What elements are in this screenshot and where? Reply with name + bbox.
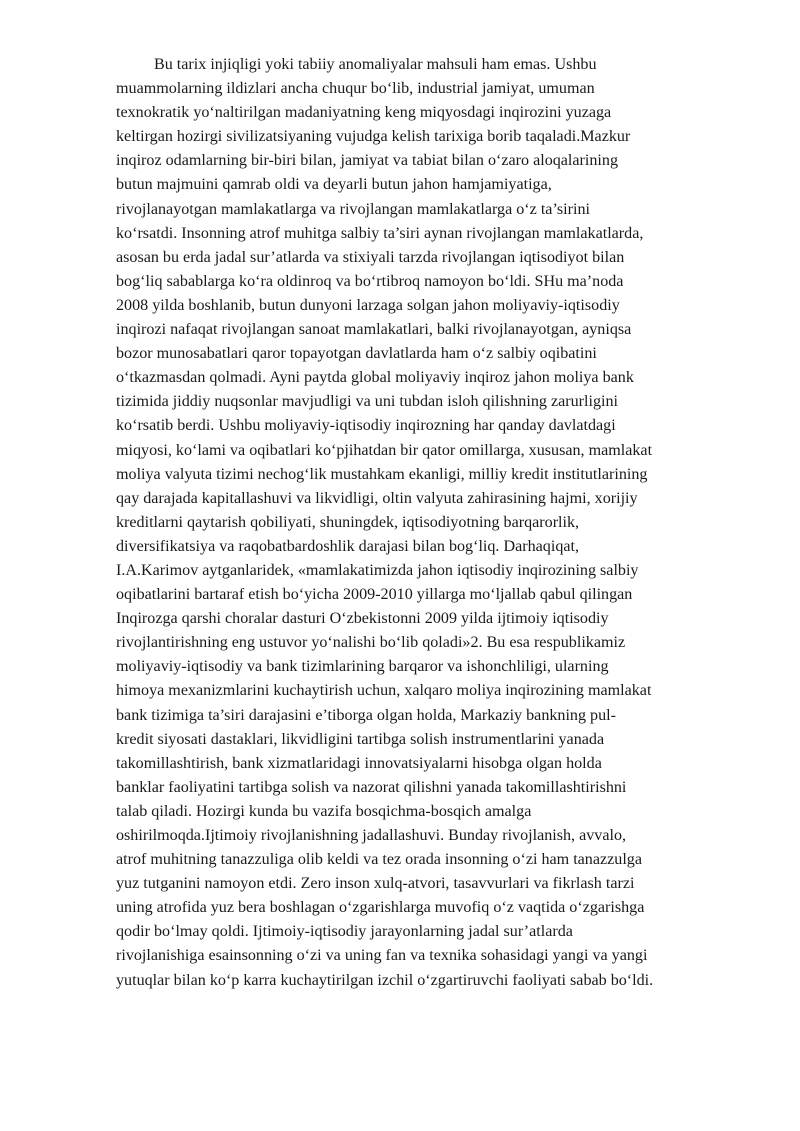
- text-line: Bu tarix injiqligi yoki tabiiy anomaliyalar mahsuli ham emas. Ushbu: [154, 56, 597, 73]
- text-line: qodir bo‘lmay qoldi. Ijtimoiy-iqtisodiy jarayonlarning jadal sur’atlarda: [116, 923, 573, 941]
- text-line: I.A.Karimov aytganlaridek, «mamlakatimizda jahon iqtisodiy inqirozining salbiy: [116, 561, 639, 579]
- text-line: texnokratik yo‘naltirilgan madaniyatning keng miqyosdagi inqirozini yuzaga: [116, 104, 612, 122]
- text-line: takomillashtirish, bank xizmatlaridagi innovatsiyalarni hisobga olgan holda: [116, 754, 602, 772]
- text-line: yuz tutganini namoyon etdi. Zero inson xulq-atvori, tasavvurlari va fikrlash tarzi: [116, 875, 635, 893]
- text-line: qay darajada kapitallashuvi va likvidligi, oltin valyuta zahirasining hajmi, xorijiy: [116, 489, 638, 507]
- text-line: rivojlantirishning eng ustuvor yo‘nalishi bo‘lib qoladi»2. Bu esa respublikamiz: [116, 634, 626, 652]
- text-line: bank tizimiga ta’siri darajasini e’tiborga olgan holda, Markaziy bankning pul-: [116, 706, 616, 724]
- text-line: kredit siyosati dastaklari, likvidligini tartibga solish instrumentlarini yanada: [116, 730, 605, 748]
- text-line: himoya mexanizmlarini kuchaytirish uchun, xalqaro moliya inqirozining mamlakat: [116, 682, 652, 700]
- text-line: moliya valyuta tizimi nechog‘lik mustahkam ekanligi, milliy kredit institutlarining: [116, 465, 648, 483]
- text-line: oshirilmoqda.Ijtimoiy rivojlanishning jadallashuvi. Bunday rivojlanish, avvalo,: [116, 827, 627, 844]
- text-line: atrof muhitning tanazzuliga olib keldi va tez orada insonning o‘zi ham tanazzulga: [116, 851, 642, 869]
- text-line: Inqirozga qarshi choralar dasturi O‘zbekistonni 2009 yilda ijtimoiy iqtisodiy: [116, 610, 609, 628]
- text-line: bozor munosabatlari qaror topayotgan davlatlarda ham o‘z salbiy oqibatini: [116, 345, 597, 363]
- text-line: muammolarning ildizlari ancha chuqur bo‘lib, industrial jamiyat, umuman: [116, 80, 595, 98]
- text-line: uning atrofida yuz bera boshlagan o‘zgarishlarga muvofiq o‘z vaqtida o‘zgarishga: [116, 899, 645, 917]
- text-line: yutuqlar bilan ko‘p karra kuchaytirilgan izchil o‘zgartiruvchi faoliyati sabab bo‘ldi.: [116, 971, 654, 989]
- text-line: miqyosi, ko‘lami va oqibatlari ko‘pjihatdan bir qator omillarga, xususan, mamlakat: [116, 441, 653, 459]
- text-line: oqibatlarini bartaraf etish bo‘yicha 2009-2010 yillarga mo‘ljallab qabul qilingan: [116, 586, 633, 604]
- text-line: 2008 yilda boshlanib, butun dunyoni larzaga solgan jahon moliyaviy-iqtisodiy: [116, 296, 620, 314]
- text-line: tizimida jiddiy nuqsonlar mavjudligi va uni tubdan isloh qilishning zarurligini: [116, 393, 618, 411]
- text-line: moliyaviy-iqtisodiy va bank tizimlarining barqaror va ishonchliligi, ularning: [116, 658, 609, 676]
- text-line: ko‘rsatdi. Insonning atrof muhitga salbiy ta’siri aynan rivojlangan mamlakatlarda,: [116, 224, 644, 242]
- text-line: asosan bu erda jadal sur’atlarda va stixiyali tarzda rivojlangan iqtisodiyot bilan: [116, 248, 625, 266]
- text-line: rivojlanayotgan mamlakatlarga va rivojlangan mamlakatlarga o‘z ta’sirini: [116, 200, 591, 218]
- text-line: talab qiladi. Hozirgi kunda bu vazifa bosqichma-bosqich amalga: [116, 802, 532, 820]
- text-line: banklar faoliyatini tartibga solish va nazorat qilishni yanada takomillashtirishni: [116, 778, 627, 796]
- text-line: keltirgan hozirgi sivilizatsiyaning vujudga kelish tarixiga borib taqaladi.Mazkur: [116, 128, 631, 146]
- text-line: kreditlarni qaytarish qobiliyati, shuningdek, iqtisodiyotning barqarorlik,: [116, 513, 580, 531]
- text-line: butun majmuini qamrab oldi va deyarli butun jahon hamjamiyatiga,: [116, 176, 552, 194]
- text-line: diversifikatsiya va raqobatbardoshlik darajasi bilan bog‘liq. Darhaqiqat,: [116, 537, 580, 555]
- text-line: ko‘rsatib berdi. Ushbu moliyaviy-iqtisodiy inqirozning har qanday davlatdagi: [116, 417, 616, 435]
- text-line: o‘tkazmasdan qolmadi. Ayni paytda global moliyaviy inqiroz jahon moliya bank: [116, 369, 634, 387]
- text-line: inqirozi nafaqat rivojlangan sanoat mamlakatlari, balki rivojlanayotgan, ayniqsa: [116, 321, 632, 339]
- text-line: bog‘liq sabablarga ko‘ra oldinroq va bo‘rtibroq namoyon bo‘ldi. SHu ma’noda: [116, 272, 624, 290]
- body-paragraph: [116, 53, 746, 993]
- text-line: rivojlanishiga esainsonning o‘zi va uning fan va texnika sohasidagi yangi va yangi: [116, 947, 648, 965]
- text-line: inqiroz odamlarning bir-biri bilan, jamiyat va tabiat bilan o‘zaro aloqalarining: [116, 152, 618, 170]
